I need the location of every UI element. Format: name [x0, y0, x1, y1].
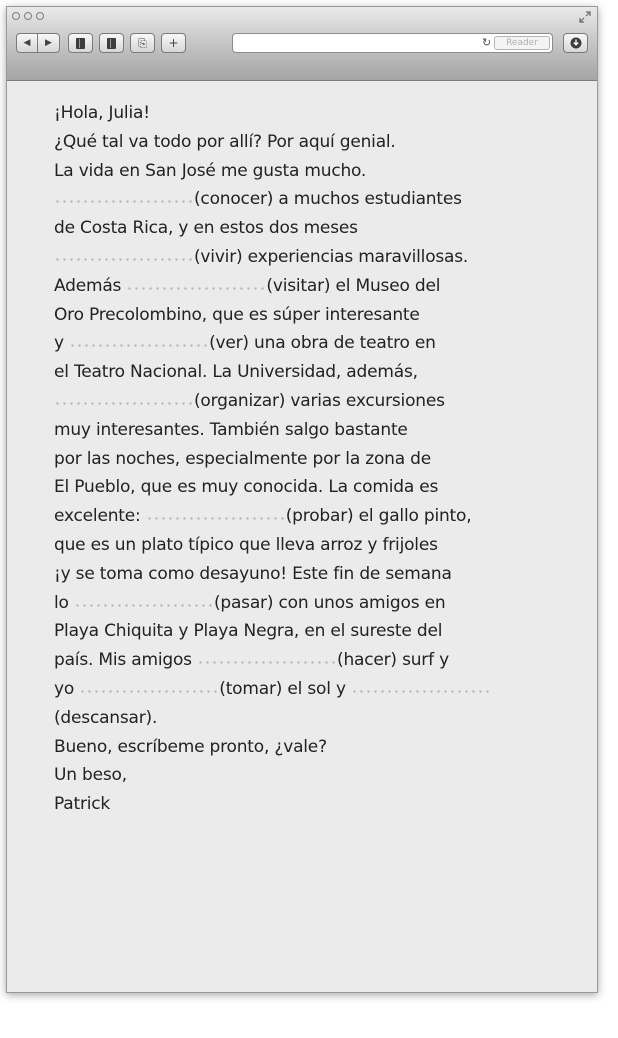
book-icon [76, 38, 85, 49]
reading-list-button[interactable] [68, 33, 93, 53]
verb-hint: (tomar) el sol y [219, 678, 352, 699]
fill-in-blank[interactable] [54, 246, 194, 262]
window-controls [12, 12, 44, 20]
letter-line: Un beso, [54, 765, 127, 786]
browser-toolbar [7, 7, 597, 81]
letter-line: que es un plato típico que lleva arroz y frijoles [54, 534, 438, 555]
letter-line: (descansar). [54, 707, 158, 728]
back-forward-control [16, 33, 60, 53]
verb-hint: (organizar) varias excursiones [194, 390, 445, 411]
fill-in-blank[interactable] [146, 505, 286, 521]
letter-line [54, 589, 584, 618]
line-text: yo [54, 678, 80, 699]
address-bar[interactable] [232, 33, 553, 53]
letter-line: de Costa Rica, y en estos dos meses [54, 218, 358, 239]
verb-hint: (visitar) el Museo del [266, 275, 441, 296]
close-window-button[interactable] [12, 12, 20, 20]
forward-arrow-icon: ▶ [45, 37, 52, 48]
minimize-window-button[interactable] [24, 12, 32, 20]
letter-line [54, 272, 584, 301]
letter-line [54, 185, 584, 214]
verb-hint: (pasar) con unos amigos en [213, 592, 446, 613]
fill-in-blank[interactable] [79, 678, 219, 694]
reload-icon[interactable]: ↻ [482, 36, 492, 49]
verb-hint: (probar) el gallo pinto, [285, 506, 472, 527]
browser-window [6, 6, 598, 993]
share-button[interactable] [130, 33, 155, 53]
fill-in-blank[interactable] [197, 649, 337, 665]
plus-icon: + [168, 36, 179, 50]
back-arrow-icon: ◀ [23, 37, 31, 48]
forward-button[interactable] [38, 33, 60, 53]
letter-line: El Pueblo, que es muy conocida. La comida es [54, 477, 439, 498]
letter-text [54, 99, 584, 819]
letter-line: Bueno, escríbeme pronto, ¿vale? [54, 736, 327, 757]
line-text: excelente: [54, 506, 146, 527]
line-text: país. Mis amigos [54, 650, 198, 671]
letter-line [54, 675, 584, 704]
letter-line: ¿Qué tal va todo por allí? Por aquí genial. [54, 131, 396, 152]
fill-in-blank[interactable] [74, 592, 214, 608]
fill-in-blank[interactable] [126, 275, 266, 291]
zoom-window-button[interactable] [36, 12, 44, 20]
verb-hint: (hacer) surf y [337, 650, 449, 671]
line-text: Además [54, 275, 127, 296]
reader-button[interactable]: Reader [494, 36, 550, 50]
open-book-icon [107, 38, 116, 49]
bookmarks-button[interactable] [99, 33, 124, 53]
verb-hint: (vivir) experiencias maravillosas. [194, 246, 469, 267]
line-text: lo [54, 592, 74, 613]
fill-in-blank[interactable] [69, 332, 209, 348]
verb-hint: (conocer) a muchos estudiantes [194, 189, 462, 210]
fill-in-blank[interactable] [54, 390, 194, 406]
fill-in-blank[interactable] [351, 678, 491, 694]
letter-signature: Patrick [54, 794, 111, 815]
add-bookmark-button[interactable] [161, 33, 186, 53]
fullscreen-icon[interactable] [579, 11, 591, 23]
letter-line: Oro Precolombino, que es súper interesante [54, 304, 420, 325]
letter-line [54, 502, 584, 531]
download-icon [570, 37, 582, 49]
letter-line: por las noches, especialmente por la zona de [54, 448, 432, 469]
letter-line [54, 243, 584, 272]
page-content [7, 81, 597, 992]
letter-line: el Teatro Nacional. La Universidad, además, [54, 362, 418, 383]
letter-line [54, 646, 584, 675]
letter-greeting: ¡Hola, Julia! [54, 103, 150, 123]
downloads-button[interactable] [563, 33, 588, 53]
letter-line: Playa Chiquita y Playa Negra, en el sureste del [54, 621, 443, 642]
letter-line [54, 329, 584, 358]
letter-line: La vida en San José me gusta mucho. [54, 160, 367, 181]
letter-line: ¡y se toma como desayuno! Este fin de semana [54, 563, 452, 584]
line-text: y [54, 333, 70, 354]
letter-line [54, 387, 584, 416]
letter-line: muy interesantes. También salgo bastante [54, 419, 408, 440]
share-icon: ⎘ [138, 36, 147, 50]
fill-in-blank[interactable] [54, 188, 194, 204]
verb-hint: (ver) una obra de teatro en [209, 333, 436, 354]
back-button[interactable] [16, 33, 38, 53]
